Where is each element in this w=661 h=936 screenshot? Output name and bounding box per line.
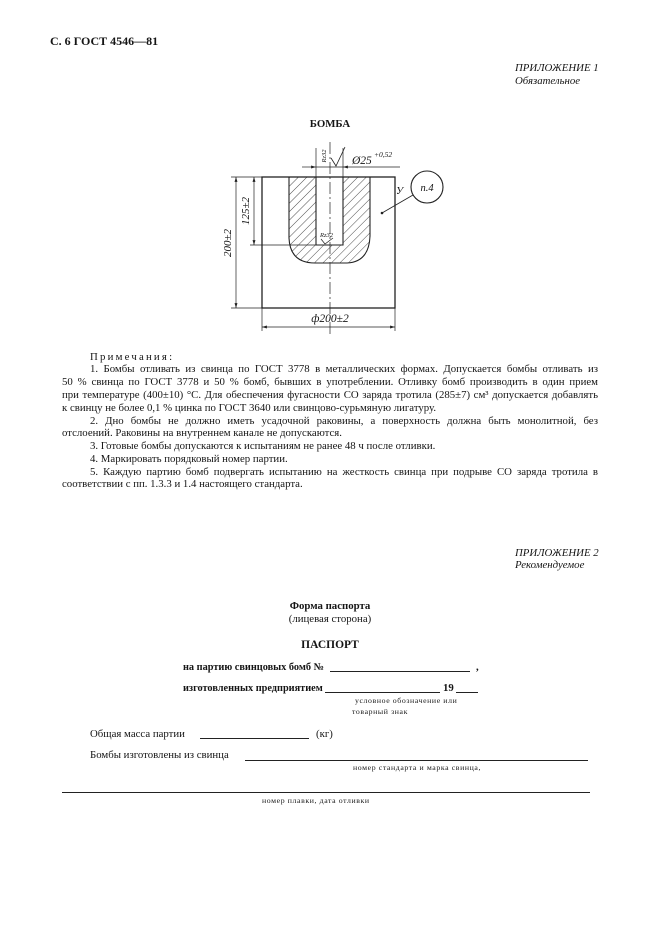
- appendix-1-title: ПРИЛОЖЕНИЕ 1: [515, 62, 599, 74]
- mass-unit: (кг): [316, 728, 333, 740]
- page-reference: С. 6 ГОСТ 4546—81: [50, 34, 159, 48]
- melt-caption: номер плавки, дата отливки: [262, 796, 370, 805]
- height-total-label: 200±2: [222, 228, 234, 258]
- channel-diameter-label: Ø25: [352, 155, 372, 167]
- lead-label: Бомбы изготовлены из свинца: [90, 749, 229, 761]
- figure-title: БОМБА: [309, 118, 351, 130]
- form-title: Форма паспорта: [289, 600, 371, 612]
- note-line: 4. Маркировать порядковый номер партии.: [90, 453, 288, 465]
- surface-mark-label: У: [396, 186, 404, 197]
- hatched-section: [289, 177, 370, 263]
- lead-field: [245, 760, 588, 761]
- note-line: при температуре (400±10) °С. Для обеспечения фугасности СО заряда тротила (285±7) см³ допускается добавлять: [62, 389, 598, 401]
- bomb-outline: [262, 177, 395, 308]
- enterprise-field: [325, 692, 440, 693]
- channel-tolerance-label: +0,52: [374, 150, 393, 159]
- year-prefix: 19: [443, 682, 454, 694]
- mass-label: Общая масса партии: [90, 728, 185, 740]
- note-line: 50 % свинца по ГОСТ 3778 и 50 % бомб, бывших в употреблении. Отливку бомб производить в один прием: [62, 376, 598, 388]
- mass-field: [200, 738, 309, 739]
- passport-title: ПАСПОРТ: [301, 639, 359, 651]
- leader-line: [382, 195, 413, 213]
- appendix-2-title: ПРИЛОЖЕНИЕ 2: [515, 547, 599, 559]
- note-line: 2. Дно бомбы не должно иметь усадочной раковины, а поверхность должна быть монолитной, без: [90, 415, 598, 427]
- note-line: 1. Бомбы отливать из свинца по ГОСТ 3778 в металлических формах. Допускается бомбы отливать из: [90, 363, 598, 375]
- enterprise-caption: товарный знак: [352, 707, 408, 716]
- note-reference-label: п.4: [420, 183, 434, 194]
- roughness-inner-label: Rz32: [320, 232, 333, 239]
- enterprise-label: изготовленных предприятием: [183, 683, 323, 694]
- note-line: отслоений. Раковины на внутреннем канале не допускаются.: [62, 427, 342, 439]
- height-channel-label: 125±2: [240, 196, 252, 226]
- batch-number-label: на партию свинцовых бомб №: [183, 662, 324, 673]
- melt-field: [62, 792, 590, 793]
- diameter-outer-label: ф200±2: [311, 313, 349, 325]
- lead-caption: номер стандарта и марка свинца,: [353, 763, 482, 772]
- enterprise-caption: условное обозначение или: [355, 696, 458, 705]
- batch-number-field: [330, 671, 470, 672]
- notes-heading: Примечания:: [90, 351, 175, 363]
- form-side: (лицевая сторона): [288, 613, 372, 625]
- year-field: [456, 692, 478, 693]
- note-line: 3. Готовые бомбы допускаются к испытаниям не ранее 48 ч после отливки.: [90, 440, 436, 452]
- appendix-1-status: Обязательное: [515, 75, 581, 87]
- leader-dot: [381, 212, 384, 215]
- appendix-2-status: Рекомендуемое: [515, 559, 585, 571]
- bomb-drawing: [200, 130, 460, 340]
- batch-comma: ,: [476, 661, 479, 673]
- note-line: к свинцу не более 0,1 % цинка по ГОСТ 3640 или свинцово-сурьмяную лигатуру.: [62, 402, 437, 414]
- note-line: соответствии с пп. 1.3.3 и 1.4 настоящего стандарта.: [62, 478, 303, 490]
- roughness-top-label: Rz32: [321, 149, 328, 163]
- note-line: 5. Каждую партию бомб подвергать испытанию на жесткость свинца при подрыве СО заряда тротила в: [90, 466, 598, 478]
